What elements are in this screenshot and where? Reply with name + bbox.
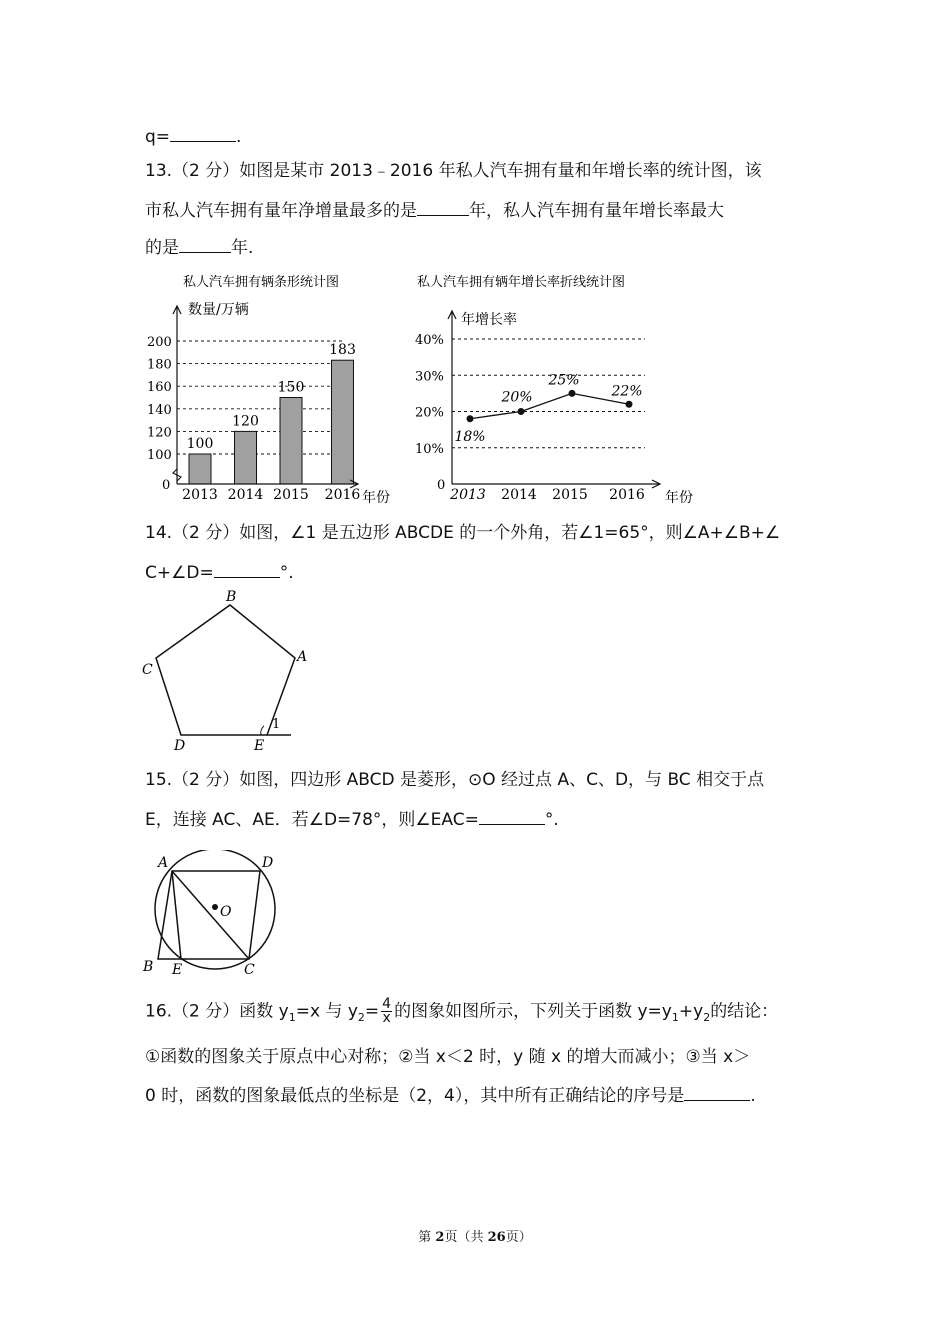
bar-chart-ytick: 180: [147, 357, 172, 373]
bar-chart-ytick: 0: [162, 478, 171, 493]
q16-text-h: .: [750, 1086, 756, 1106]
data-point-2016: [626, 401, 633, 408]
bar-chart-xtick: 2015: [273, 487, 309, 503]
q16-text-f: 的结论：: [710, 1001, 779, 1022]
answer-blank[interactable]: [179, 235, 231, 253]
q16-line3: [145, 1083, 756, 1107]
line-chart-ytick: 30%: [415, 369, 444, 385]
footer-text-c: 页）: [505, 1230, 532, 1245]
answer-blank[interactable]: [417, 198, 469, 216]
q16-text-g: 0 时，函数的图象最低点的坐标是（2，4），其中所有正确结论的序号是: [145, 1086, 685, 1106]
line-chart-title: 私人汽车拥有辆年增长率折线统计图: [417, 275, 626, 290]
label-c: C: [244, 962, 255, 978]
footer-text-b: 页（共: [444, 1230, 488, 1245]
q16-line2: ①函数的图象关于原点中心对称；②当 x＜2 时，y 随 x 的增大而减小；③当 x＞: [145, 1047, 751, 1067]
bar-chart-xtick: 2013: [182, 487, 218, 503]
subscript: 1: [671, 1010, 679, 1024]
q14-text-b: °.: [279, 563, 294, 583]
q13-text-c: 的是: [145, 238, 179, 258]
q16-line1: [145, 998, 778, 1025]
line-chart-xtick: 2014: [501, 487, 537, 503]
q13-text-d: 年.: [231, 238, 254, 258]
q14-text-a: C+∠D=: [145, 563, 214, 583]
label-e: E: [254, 738, 265, 754]
pentagon-figure: [138, 590, 308, 755]
q15-text-a: E，连接 AC、AE．若∠D=78°，则∠EAC=: [145, 810, 479, 830]
bar-chart-ylabel: 数量/万辆: [188, 302, 249, 318]
label-b: B: [226, 590, 237, 605]
line-chart-ylabel: 年增长率: [461, 312, 517, 328]
label-d: D: [262, 855, 274, 871]
q16-text-a: 16.（2 分）函数 y: [145, 1001, 289, 1022]
fraction-denominator: x: [382, 1010, 391, 1026]
bar-value-label: 120: [232, 413, 259, 430]
bar-chart-xtick: 2014: [227, 487, 264, 503]
q16-text-c: =: [364, 1001, 380, 1022]
bar-chart-ytick: 200: [147, 335, 172, 350]
label-b: B: [143, 959, 154, 975]
subscript: 2: [357, 1010, 365, 1024]
fraction-4-over-x: [381, 998, 392, 1025]
bar-value-label: 100: [186, 436, 214, 452]
bar-2013: [189, 454, 211, 484]
line-chart-ytick: 10%: [415, 441, 444, 457]
answer-blank[interactable]: [684, 1083, 750, 1101]
answer-blank[interactable]: [479, 807, 545, 825]
page-number: 2: [435, 1230, 445, 1245]
line-chart-xtick: 2015: [552, 487, 588, 503]
page-total: 26: [487, 1230, 506, 1245]
q12-suffix: .: [236, 127, 242, 147]
line-chart-xtick: 2016: [609, 487, 645, 503]
q16-text-d: 的图象如图所示，下列关于函数 y=y: [394, 1001, 672, 1022]
q15-text-b: °.: [544, 810, 559, 830]
angle-1-arc: [261, 726, 264, 735]
label-a: A: [297, 649, 308, 665]
bar-chart-ytick: 120: [147, 425, 172, 441]
answer-blank[interactable]: [214, 560, 280, 578]
bar-value-label: 150: [277, 379, 305, 396]
bar-2015: [280, 398, 302, 485]
label-o: O: [220, 904, 232, 920]
line-chart-ytick: 40%: [415, 333, 444, 348]
q13-text-b: 年，私人汽车拥有量年增长率最大: [469, 201, 724, 221]
q15-line1: 15.（2 分）如图，四边形 ABCD 是菱形，⊙O 经过点 A、C、D，与 BC 相交于点: [145, 770, 765, 790]
growth-rate-line: [470, 393, 629, 418]
line-chart-ytick: 0: [437, 478, 446, 493]
bar-2014: [235, 431, 257, 484]
segment-ac: [172, 871, 249, 959]
q12-tail: [145, 124, 241, 148]
q16-text-e: +y: [678, 1001, 704, 1022]
pentagon-abcde: [156, 605, 295, 735]
bar-chart-ytick: 160: [147, 380, 172, 396]
q14-line2: [145, 560, 294, 584]
q13-line1: 13.（2 分）如图是某市 2013﹣2016 年私人汽车拥有量和年增长率的统计图，该: [145, 161, 762, 181]
bar-chart-xlabel: 年份: [362, 490, 390, 506]
label-angle-1: 1: [272, 717, 281, 732]
bar-chart-title: 私人汽车拥有辆条形统计图: [183, 275, 340, 290]
q14-line1: 14.（2 分）如图，∠1 是五边形 ABCDE 的一个外角，若∠1=65°，则∠A+∠B+∠: [145, 523, 781, 543]
label-e: E: [172, 962, 183, 978]
bar-chart-ytick: 140: [147, 402, 172, 418]
center-point-o: [212, 904, 218, 910]
line-chart-xtick: 2013: [450, 487, 486, 503]
bar-2016: [332, 360, 354, 484]
label-c: C: [142, 662, 153, 678]
line-chart-ytick: 20%: [415, 405, 444, 421]
label-a: A: [158, 855, 169, 871]
bar-chart: [140, 266, 410, 511]
q13-text-a: 市私人汽车拥有量年净增量最多的是: [145, 201, 417, 221]
subscript: 2: [703, 1010, 711, 1024]
bar-chart-ytick: 100: [147, 448, 172, 463]
bar-value-label: 183: [329, 342, 356, 359]
point-value-label: 25%: [548, 372, 580, 389]
data-point-2013: [467, 415, 474, 422]
answer-blank[interactable]: [170, 124, 236, 142]
point-value-label: 22%: [611, 383, 643, 400]
q16-text-b: =x 与 y: [295, 1001, 358, 1022]
page-footer: [0, 1226, 950, 1245]
rhombus-circle-figure: [138, 850, 288, 980]
q13-line2: [145, 198, 724, 222]
segment-ae: [172, 871, 181, 959]
footer-text-a: 第: [418, 1230, 436, 1245]
subscript: 1: [288, 1010, 296, 1024]
point-value-label: 20%: [501, 389, 533, 406]
data-point-2015: [569, 390, 576, 397]
line-chart-xlabel: 年份: [665, 490, 693, 506]
data-point-2014: [518, 408, 525, 415]
point-value-label: 18%: [454, 428, 486, 445]
label-d: D: [174, 738, 186, 754]
q12-prefix: q=: [145, 127, 171, 147]
q13-line3: [145, 235, 253, 259]
q15-line2: [145, 807, 559, 831]
fraction-numerator: 4: [382, 996, 392, 1012]
line-chart: [405, 266, 705, 511]
bar-chart-xtick: 2016: [324, 487, 361, 503]
